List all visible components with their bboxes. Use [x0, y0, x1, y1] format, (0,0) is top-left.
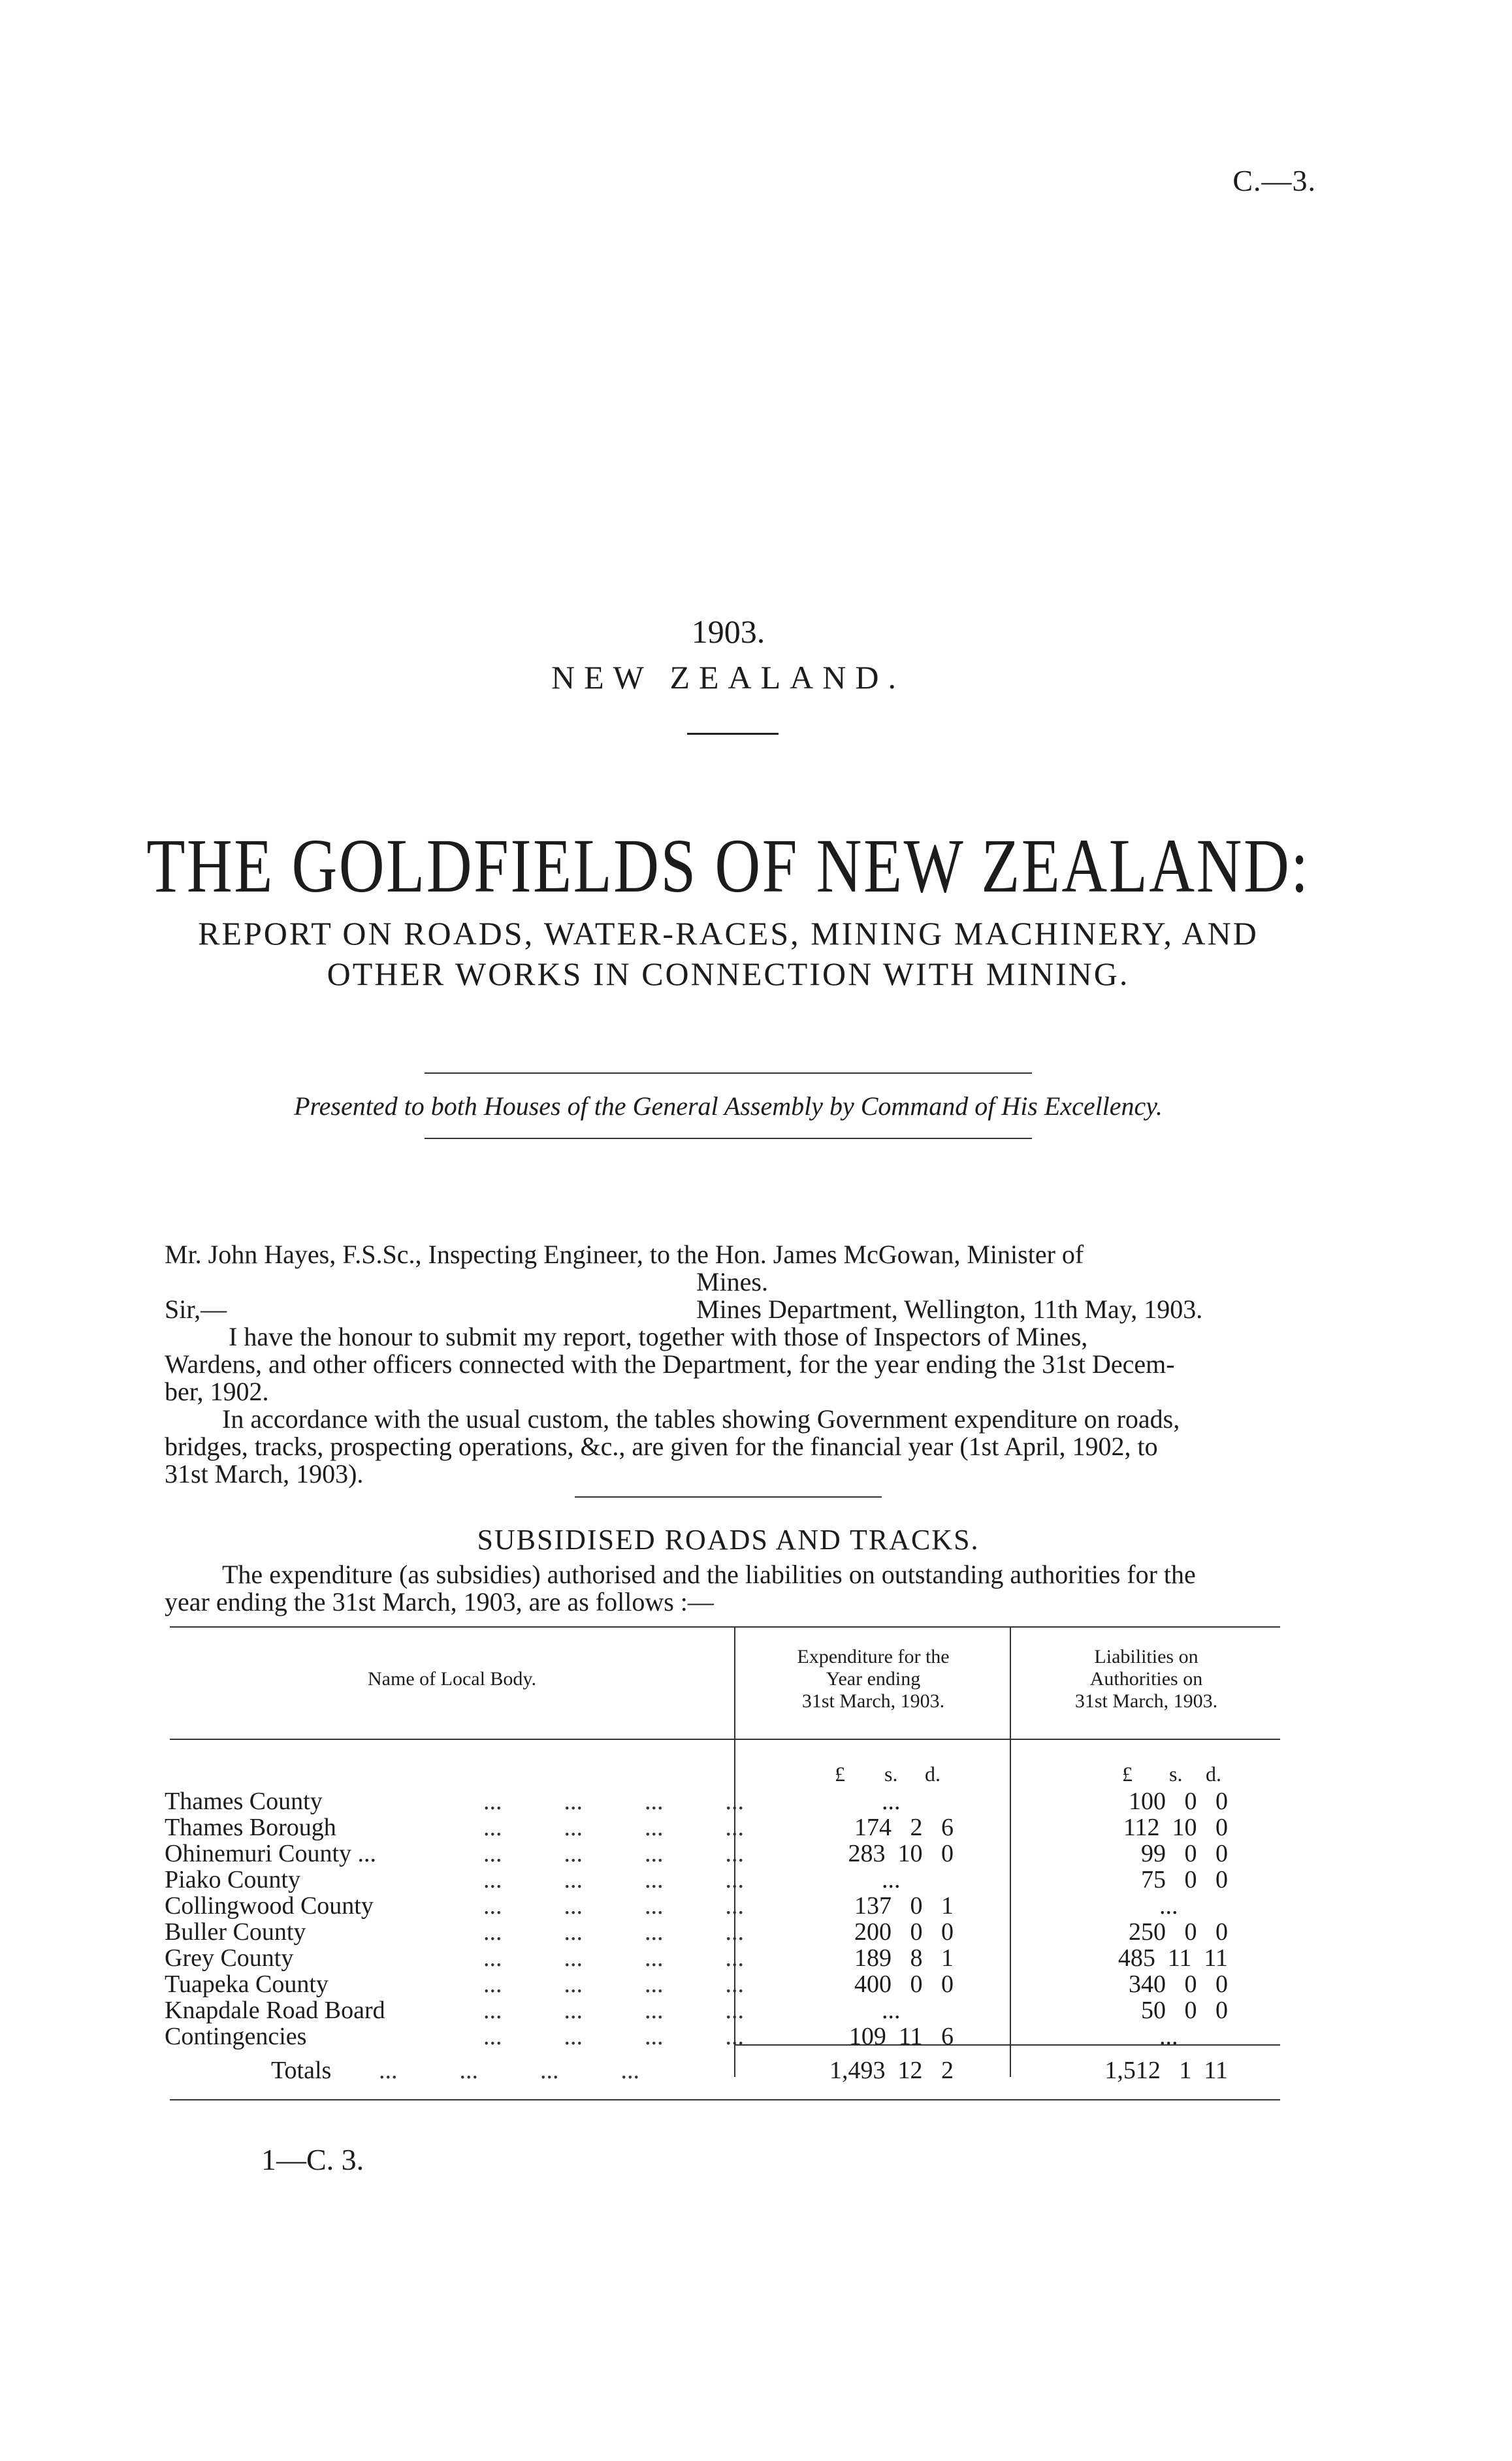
- column-separator: [1010, 1626, 1011, 2077]
- liabilities-value: 485 11 11: [1118, 1944, 1228, 1972]
- local-body-name: Grey County: [165, 1944, 294, 1972]
- letter-from-line: Mr. John Hayes, F.S.Sc., Inspecting Engineer, to the Hon. James McGowan, Minister of: [165, 1240, 1084, 1269]
- expenditure-value: 283 10 0: [848, 1840, 954, 1867]
- subtitle-line-1: REPORT ON ROADS, WATER-RACES, MINING MACHINERY, AND: [198, 915, 1259, 952]
- section-intro-line: The expenditure (as subsidies) authorised and the liabilities on outstanding authorities for the: [222, 1560, 1196, 1589]
- country-heading: NEW ZEALAND.: [551, 659, 905, 696]
- totals-expenditure: 1,493 12 2: [829, 2057, 954, 2084]
- paragraph-line: In accordance with the usual custom, the tables showing Government expenditure on roads,: [222, 1404, 1180, 1434]
- leader-dots: ... ... ... ...: [379, 2057, 639, 2084]
- salutation: Sir,—: [165, 1295, 227, 1324]
- paragraph-line: bridges, tracks, prospecting operations, &c., are given for the financial year (1st April, 1902, to: [165, 1432, 1158, 1461]
- local-body-name: Ohinemuri County ...: [165, 1840, 377, 1867]
- leader-dots: ... ... ... ...: [483, 1997, 744, 2024]
- expenditure-value: 189 8 1: [854, 1944, 954, 1972]
- unit-shillings: s.: [1169, 1762, 1183, 1786]
- expenditure-value: 200 0 0: [854, 1918, 954, 1946]
- unit-pounds: £: [835, 1762, 845, 1786]
- leader-dots: ... ... ... ...: [483, 1918, 744, 1946]
- section-heading: SUBSIDISED ROADS AND TRACKS.: [477, 1524, 980, 1556]
- liabilities-value: 75 0 0: [1141, 1866, 1228, 1893]
- letter-from-line-cont: Mines.: [696, 1267, 768, 1296]
- local-body-name: Buller County: [165, 1918, 306, 1946]
- local-body-name: Contingencies: [165, 2023, 307, 2050]
- liabilities-value: 340 0 0: [1129, 1970, 1228, 1998]
- expenditure-value: ...: [882, 1997, 901, 2024]
- column-header-name: Name of Local Body.: [368, 1668, 536, 1690]
- divider: [575, 1496, 882, 1498]
- local-body-name: Thames Borough: [165, 1814, 336, 1841]
- page-reference: C.—3.: [1232, 164, 1316, 197]
- leader-dots: ... ... ... ...: [483, 1944, 744, 1972]
- leader-dots: ... ... ... ...: [483, 1814, 744, 1841]
- section-intro-line: year ending the 31st March, 1903, are as follows :—: [165, 1587, 714, 1617]
- unit-pounds: £: [1122, 1762, 1133, 1786]
- paragraph-line: I have the honour to submit my report, together with those of Inspectors of Mines,: [229, 1322, 1088, 1351]
- expenditure-value: ...: [882, 1866, 901, 1893]
- column-header-liabilities: Liabilities on: [1094, 1646, 1198, 1667]
- table-bottom-rule: [170, 2099, 1280, 2100]
- expenditure-value: ...: [882, 1788, 901, 1815]
- report-year: 1903.: [691, 613, 765, 650]
- column-header-expenditure: Year ending: [826, 1668, 921, 1690]
- leader-dots: ... ... ... ...: [483, 2023, 744, 2050]
- local-body-name: Knapdale Road Board: [165, 1997, 385, 2024]
- leader-dots: ... ... ... ...: [483, 1892, 744, 1920]
- local-body-name: Collingwood County: [165, 1892, 374, 1920]
- main-title: THE GOLDFIELDS OF NEW ZEALAND:: [146, 823, 1310, 909]
- expenditure-value: 174 2 6: [854, 1814, 954, 1841]
- divider: [425, 1138, 1032, 1139]
- subtitle-line-2: OTHER WORKS IN CONNECTION WITH MINING.: [327, 956, 1130, 992]
- divider: [425, 1072, 1032, 1074]
- unit-pence: d.: [1206, 1762, 1221, 1786]
- local-body-name: Thames County: [165, 1788, 323, 1815]
- paragraph-line: Wardens, and other officers connected with the Department, for the year ending the 31st Decem-: [165, 1349, 1175, 1379]
- unit-pence: d.: [925, 1762, 941, 1786]
- presented-note: Presented to both Houses of the General Assembly by Command of His Excellency.: [294, 1091, 1163, 1121]
- local-body-name: Piako County: [165, 1866, 300, 1893]
- column-header-liabilities: Authorities on: [1089, 1668, 1203, 1690]
- liabilities-value: 112 10 0: [1123, 1814, 1228, 1841]
- liabilities-value: 100 0 0: [1129, 1788, 1228, 1815]
- liabilities-value: 250 0 0: [1129, 1918, 1228, 1946]
- column-header-liabilities: 31st March, 1903.: [1074, 1690, 1218, 1712]
- paragraph-line: 31st March, 1903).: [165, 1459, 364, 1488]
- totals-rule: [734, 2044, 1280, 2046]
- column-header-expenditure: 31st March, 1903.: [801, 1690, 945, 1712]
- expenditure-value: 109 11 6: [848, 2023, 954, 2050]
- liabilities-value: 99 0 0: [1141, 1840, 1228, 1867]
- page-footer: 1—C. 3.: [261, 2143, 364, 2176]
- column-header-expenditure: Expenditure for the: [797, 1646, 950, 1667]
- totals-label: Totals: [271, 2057, 332, 2084]
- local-body-name: Tuapeka County: [165, 1970, 329, 1998]
- leader-dots: ... ... ... ...: [483, 1840, 744, 1867]
- liabilities-value: ...: [1159, 2023, 1178, 2050]
- liabilities-value: ...: [1159, 1892, 1178, 1920]
- liabilities-value: 50 0 0: [1141, 1997, 1228, 2024]
- divider: [687, 733, 779, 735]
- totals-liabilities: 1,512 1 11: [1104, 2057, 1228, 2084]
- leader-dots: ... ... ... ...: [483, 1788, 744, 1815]
- unit-shillings: s.: [884, 1762, 898, 1786]
- table-header-rule: [170, 1739, 1280, 1740]
- leader-dots: ... ... ... ...: [483, 1866, 744, 1893]
- expenditure-value: 400 0 0: [854, 1970, 954, 1998]
- expenditure-value: 137 0 1: [854, 1892, 954, 1920]
- table-top-rule: [170, 1626, 1280, 1628]
- sender-address: Mines Department, Wellington, 11th May, 1903.: [696, 1295, 1203, 1324]
- paragraph-line: ber, 1902.: [165, 1377, 269, 1406]
- leader-dots: ... ... ... ...: [483, 1970, 744, 1998]
